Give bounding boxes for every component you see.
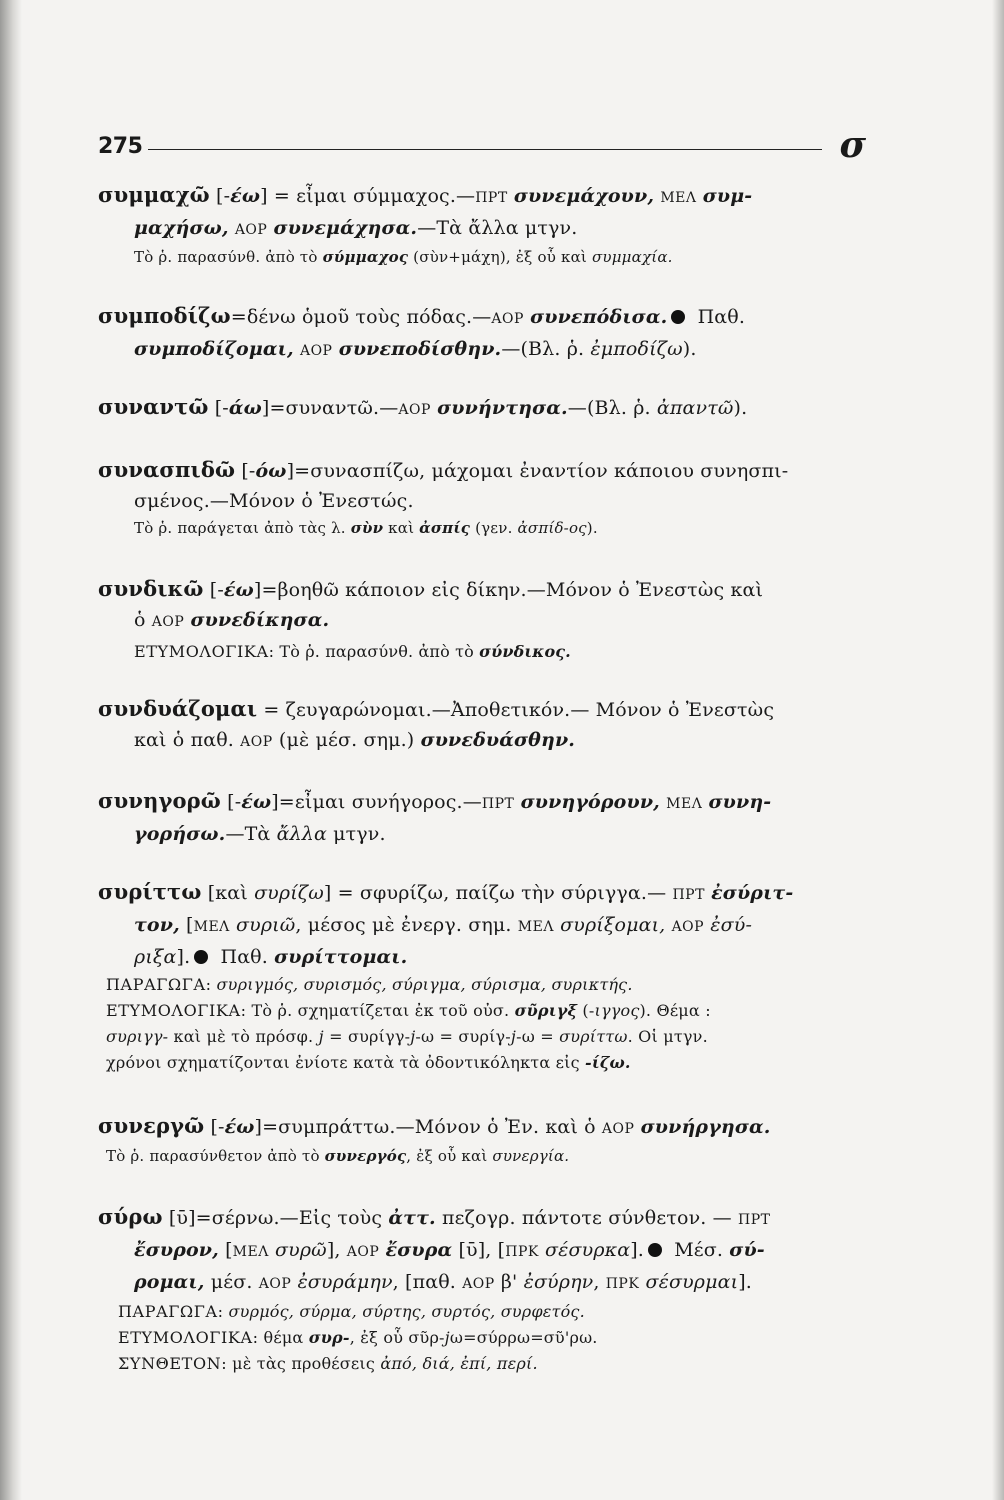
headword: συρίττω [98,879,202,904]
entry-syro [98,1202,868,1377]
headword: συμμαχῶ [98,182,210,207]
entry-line: ρομαι, μέσ. ΑΟΡ ἐσυράμην, [παθ. ΑΟΡ β' ἐσύρην, ΠΡΚ σέσυρμαι]. [134,1271,752,1293]
entry-sympodizo [98,301,868,366]
entry-note: ΠΑΡΑΓΩΓΑ: συριγμός, συρισμός, σύριγμα, σύρισμα, συρικτής. [106,975,633,994]
headword: συνηγορῶ [98,788,221,813]
entry-line: σμένος.—Μόνον ὁ Ἐνεστώς. [134,490,414,512]
entry-line: ἔσυρον, [ΜΕΛ συρῶ], ΑΟΡ ἔσυρα [ῡ], [ΠΡΚ σέσυρκα]. Μέσ. σύ- [134,1239,765,1261]
entry-line: γορήσω.—Τὰ ἄλλα μτγν. [134,823,386,845]
page-edge-shadow [0,0,22,1500]
entry-note: ΠΑΡΑΓΩΓΑ: συρμός, σύρμα, σύρτης, συρτός, συρφετός. [118,1302,585,1321]
entry-syndyazomai [98,694,868,757]
entry-line: συμποδίζω=δένω ὁμοῦ τοὺς πόδας.—ΑΟΡ συνεπόδισα. Παθ. [98,303,746,328]
headword: συνδυάζομαι [98,696,258,721]
entry-note: ΕΤΥΜΟΛΟΓΙΚΑ: θέμα συρ-, ἐξ οὗ σῦρ-jω=σύρρω=σῦ'ρω. [118,1328,598,1347]
page-header [98,124,866,168]
bullet-icon [194,950,208,964]
entry-line: συμποδίζομαι, ΑΟΡ συνεποδίσθην.—(Βλ. ῥ. ἐμποδίζω). [134,338,697,360]
bullet-icon [648,1243,662,1257]
entry-synaspido [98,455,868,540]
entry-line: τον, [ΜΕΛ συριῶ, μέσος μὲ ἐνεργ. σημ. ΜΕΛ συρίξομαι, ΑΟΡ ἐσύ- [134,914,753,936]
entry-note: ΕΤΥΜΟΛΟΓΙΚΑ: Τὸ ῥ. παρασύνθ. ἀπὸ τὸ σύνδικος. [134,642,571,661]
entry-line: συνδικῶ [-έω]=βοηθῶ κάποιον εἰς δίκην.—Μόνον ὁ Ἐνεστὼς καὶ [98,576,764,601]
entry-line: συναντῶ [-άω]=συναντῶ.—ΑΟΡ συνήντησα.—(Βλ. ῥ. ἀπαντῶ). [98,394,748,419]
entry-note: ΕΤΥΜΟΛΟΓΙΚΑ: Τὸ ῥ. σχηματίζεται ἐκ τοῦ οὐσ. σῦριγξ (-ιγγος). Θέμα : [106,1001,711,1020]
entry-line: συνεργῶ [-έω]=συμπράττω.—Μόνον ὁ Ἐν. καὶ ὁ ΑΟΡ συνήργησα. [98,1113,771,1138]
section-letter: σ [839,124,866,166]
headword: συνασπιδῶ [98,457,236,482]
entry-line: συνδυάζομαι = ζευγαρώνομαι.—Ἀποθετικόν.— Μόνον ὁ Ἐνεστὼς [98,696,775,721]
entry-line: συνηγορῶ [-έω]=εἶμαι συνήγορος.—ΠΡΤ συνηγόρουν, ΜΕΛ συνη- [98,788,772,813]
entry-note: ΣΥΝΘΕΤΟΝ: μὲ τὰς προθέσεις ἀπό, διά, ἐπί, περί. [118,1354,538,1373]
entry-line: ὁ ΑΟΡ συνεδίκησα. [134,609,330,631]
entry-synigoro [98,786,868,849]
entry-syritto [98,877,868,1076]
headword: συνδικῶ [98,576,204,601]
header-rule [148,149,822,150]
headword: συναντῶ [98,394,209,419]
entry-line: σύρω [ῡ]=σέρνω.—Εἰς τοὺς ἀττ. πεζογρ. πάντοτε σύνθετον. — ΠΡΤ [98,1204,771,1229]
entry-note: χρόνοι σχηματίζονται ἐνίοτε κατὰ τὰ ὀδοντικόληκτα εἰς -ίζω. [106,1053,631,1072]
page-number: 275 [98,134,143,159]
entry-line: συμμαχῶ [-έω] = εἶμαι σύμμαχος.—ΠΡΤ συνεμάχουν, ΜΕΛ συμ- [98,182,753,207]
entry-note: Τὸ ῥ. παρασύνθετον ἀπὸ τὸ συνεργός, ἐξ οὗ καὶ συνεργία. [106,1147,570,1165]
headword: σύρω [98,1204,163,1229]
entry-line: καὶ ὁ παθ. ΑΟΡ (μὲ μέσ. σημ.) συνεδυάσθην. [134,729,576,751]
entry-note: συριγγ- καὶ μὲ τὸ πρόσφ. j = συρίγγ-j-ω = συρίγ-j-ω = συρίττω. Οἱ μτγν. [106,1027,708,1046]
entry-synergo [98,1111,868,1168]
bullet-icon [671,310,685,324]
page-right-shadow [992,0,1004,1500]
entry-line: ριξα]. Παθ. συρίττομαι. [134,946,408,968]
entry-synanto [98,392,868,425]
entry-note: Τὸ ῥ. παράγεται ἀπὸ τὰς λ. σὺν καὶ ἀσπίς (γεν. ἀσπίδ-ος). [134,519,598,537]
entry-note: Τὸ ῥ. παρασύνθ. ἀπὸ τὸ σύμμαχος (σὺν+μάχη), ἐξ οὗ καὶ συμμαχία. [134,248,673,266]
headword: συμποδίζω [98,303,231,328]
entry-line: συνασπιδῶ [-όω]=συνασπίζω, μάχομαι ἐναντίον κάποιου συνησπι- [98,457,789,482]
entry-line: μαχήσω, ΑΟΡ συνεμάχησα.—Τὰ ἄλλα μτγν. [134,217,578,239]
entry-symmacho [98,180,868,269]
entry-syndiko [98,574,868,667]
headword: συνεργῶ [98,1113,205,1138]
entry-line: συρίττω [καὶ συρίζω] = σφυρίζω, παίζω τὴν σύριγγα.— ΠΡΤ ἐσύριτ- [98,879,794,904]
